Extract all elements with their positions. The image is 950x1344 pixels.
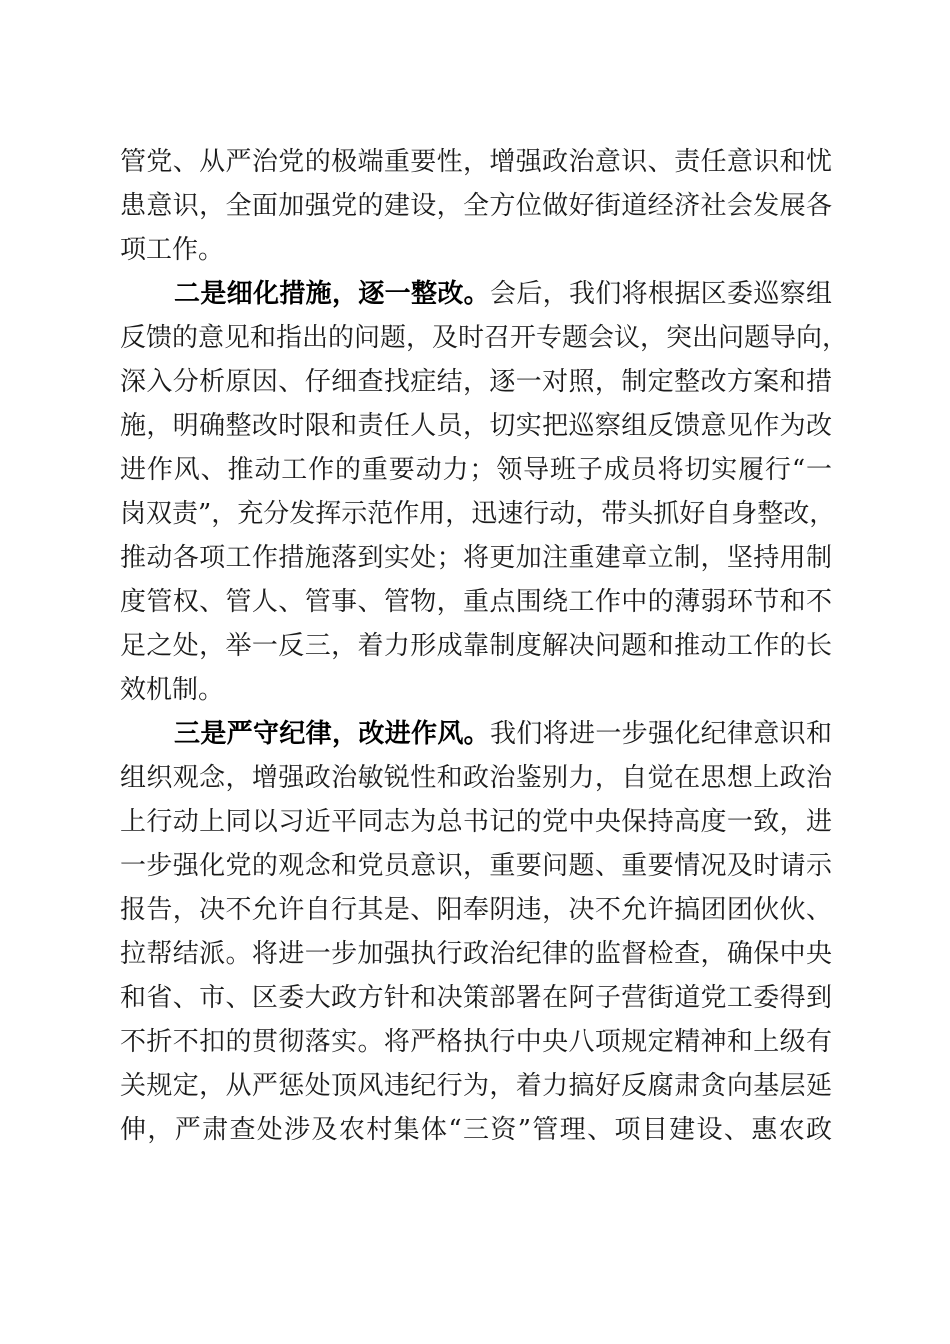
document-body [120,140,849,1152]
text-line: 和省、市、区委大政方针和决策部署在阿子营街道党工委得到 [120,983,832,1013]
text-line: 患意识，全面加强党的建设，全方位做好街道经济社会发展各 [120,191,832,221]
text-line: 管党、从严治党的极端重要性，增强政治意识、责任意识和忧 [120,147,832,177]
paragraph-2 [120,272,849,712]
text-line: 组织观念，增强政治敏锐性和政治鉴别力，自觉在思想上政治 [120,763,832,793]
text-line: 上行动上同以习近平同志为总书记的党中央保持高度一致，进 [120,807,832,837]
text-line-first [120,712,832,756]
paragraph-3 [120,712,832,1152]
text-line: 度管权、管人、管事、管物，重点围绕工作中的薄弱环节和不 [120,587,832,617]
paragraph-first-text: 我们将进一步强化纪律意识和 [490,719,832,749]
text-line: 进作风、推动工作的重要动力；领导班子成员将切实履行“一 [120,455,832,485]
paragraph-lead: 三是严守纪律，改进作风。 [174,719,490,749]
text-line: 岗双责”，充分发挥示范作用，迅速行动，带头抓好自身整改， [120,499,836,529]
text-line: 一步强化党的观念和党员意识，重要问题、重要情况及时请示 [120,851,832,881]
paragraph-first-text: 会后，我们将根据区委巡察组 [490,279,832,309]
paragraph-1 [120,140,832,272]
text-line: 不折不扣的贯彻落实。将严格执行中央八项规定精神和上级有 [120,1027,832,1057]
text-line: 项工作。 [120,235,225,265]
text-line: 伸，严肃查处涉及农村集体“三资”管理、项目建设、惠农政 [120,1115,832,1145]
text-line: 关规定，从严惩处顶风违纪行为，着力搞好反腐肃贪向基层延 [120,1071,832,1101]
paragraph-lead: 二是细化措施，逐一整改。 [174,279,490,309]
text-line: 推动各项工作措施落到实处；将更加注重建章立制，坚持用制 [120,543,832,573]
text-line-first [120,272,832,316]
text-line: 深入分析原因、仔细查找症结，逐一对照，制定整改方案和措 [120,367,832,397]
text-line: 施，明确整改时限和责任人员，切实把巡察组反馈意见作为改 [120,411,832,441]
text-line: 反馈的意见和指出的问题，及时召开专题会议，突出问题导向， [120,323,849,353]
text-line: 足之处，举一反三，着力形成靠制度解决问题和推动工作的长 [120,631,832,661]
text-line: 报告，决不允许自行其是、阳奉阴违，决不允许搞团团伙伙、 [120,895,832,925]
text-line: 效机制。 [120,675,225,705]
text-line: 拉帮结派。将进一步加强执行政治纪律的监督检查，确保中央 [120,939,832,969]
